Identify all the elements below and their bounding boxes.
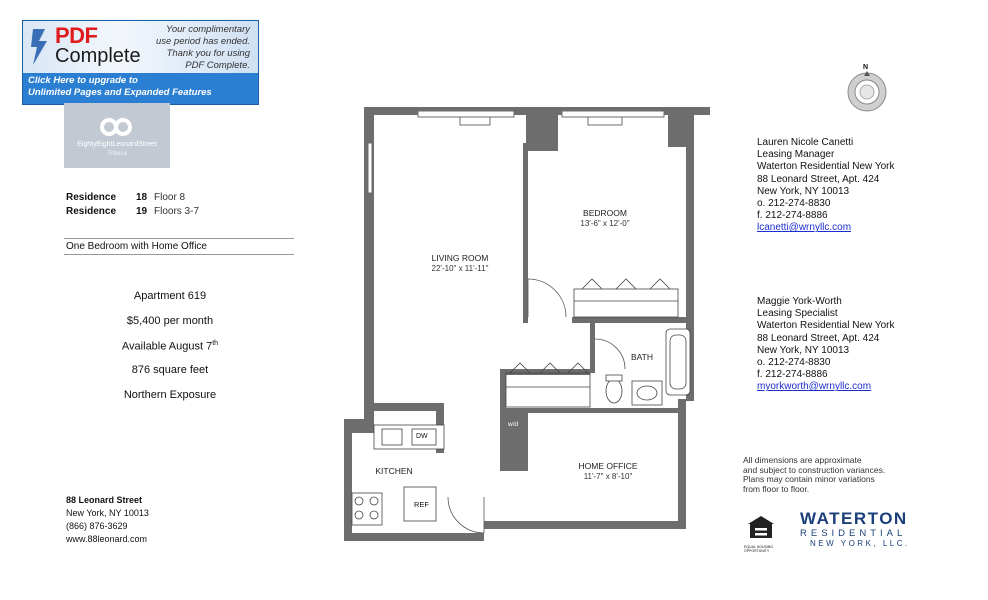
residence-row: Residence 18 Floor 8 — [66, 192, 186, 203]
room-dim-bedroom: 13'-6" x 12'-0" — [580, 219, 630, 228]
compass-north-label: N — [863, 64, 869, 71]
room-dim-office: 11'-7" x 8'-10" — [583, 472, 633, 481]
room-label-office: HOME OFFICE — [578, 461, 638, 471]
floor-plan-windows — [368, 111, 664, 193]
pdf-complete-logo-icon — [29, 27, 51, 67]
building-website[interactable]: www.88leonard.com — [66, 534, 148, 544]
room-label-living: LIVING ROOM — [431, 253, 489, 263]
fixture-ref: REF — [414, 500, 429, 509]
banner-brand-pdf: PDF — [55, 23, 98, 48]
upgrade-banner[interactable] — [22, 20, 259, 105]
room-label-bedroom: BEDROOM — [583, 208, 627, 218]
banner-message: Your complimentary use period has ended. Thank you for using PDF Complete. — [155, 24, 250, 71]
monthly-price: $5,400 per month — [126, 315, 214, 327]
banner-brand-complete: Complete — [55, 45, 141, 67]
divider — [64, 254, 294, 255]
room-label-kitchen: KITCHEN — [375, 466, 413, 476]
availability-date: Available August 7th — [121, 340, 219, 353]
room-dim-living: 22'-10" x 11'-11" — [431, 264, 489, 273]
eight-eight-logo-icon — [98, 109, 134, 145]
equal-housing-logo: EQUAL HOUSING OPPORTUNITY — [744, 514, 784, 548]
bath-fixtures — [606, 329, 690, 405]
unit-type: One Bedroom with Home Office — [66, 241, 207, 252]
square-footage: 876 square feet — [131, 364, 209, 376]
waterton-logo: WATERTON RESIDENTIAL NEW YORK, LLC. — [800, 509, 910, 548]
compass — [842, 64, 892, 116]
property-logo — [64, 103, 170, 168]
property-logo-sub: Tribeca — [107, 151, 127, 157]
contact-card: Maggie York-Worth Leasing Specialist Waterton Residential New York 88 Leonard Street, Apt. 424 New York, NY 10013 o. 212-274-8830 f. 212-274-8886 myorkworth@wrnyllc.com — [757, 296, 957, 394]
contact-email-link[interactable]: myorkworth@wrnyllc.com — [757, 381, 872, 393]
building-address: 88 Leonard Street New York, NY 10013 (866) 876-3629 www.88leonard.com — [66, 494, 206, 546]
room-label-bath: BATH — [630, 352, 654, 362]
apartment-number: Apartment 619 — [133, 290, 207, 302]
fixture-wd: w/d — [508, 421, 519, 428]
upgrade-link[interactable]: Click Here to upgrade to Unlimited Pages and Expanded Features — [28, 75, 212, 98]
contact-email-link[interactable]: lcanetti@wrnyllc.com — [757, 222, 852, 234]
disclaimer: All dimensions are approximate and subject to construction variances. Plans may contain minor variations from floor to floor. — [743, 455, 886, 494]
banner-header — [23, 21, 258, 73]
equal-housing-icon — [744, 514, 778, 540]
exposure: Northern Exposure — [123, 389, 217, 401]
residence-row: Residence 19 Floors 3-7 — [66, 206, 200, 217]
floor-plan — [340, 103, 710, 543]
fixture-dw: DW — [416, 433, 428, 440]
contact-card: Lauren Nicole Canetti Leasing Manager Waterton Residential New York 88 Leonard Street, Apt. 424 New York, NY 10013 o. 212-274-8830 f. 212-274-8886 lcanetti@wrnyllc.com — [757, 137, 957, 235]
divider — [64, 238, 294, 239]
compass-icon — [842, 64, 892, 116]
property-logo-name: EightyEightLeonardStreet — [77, 141, 157, 148]
